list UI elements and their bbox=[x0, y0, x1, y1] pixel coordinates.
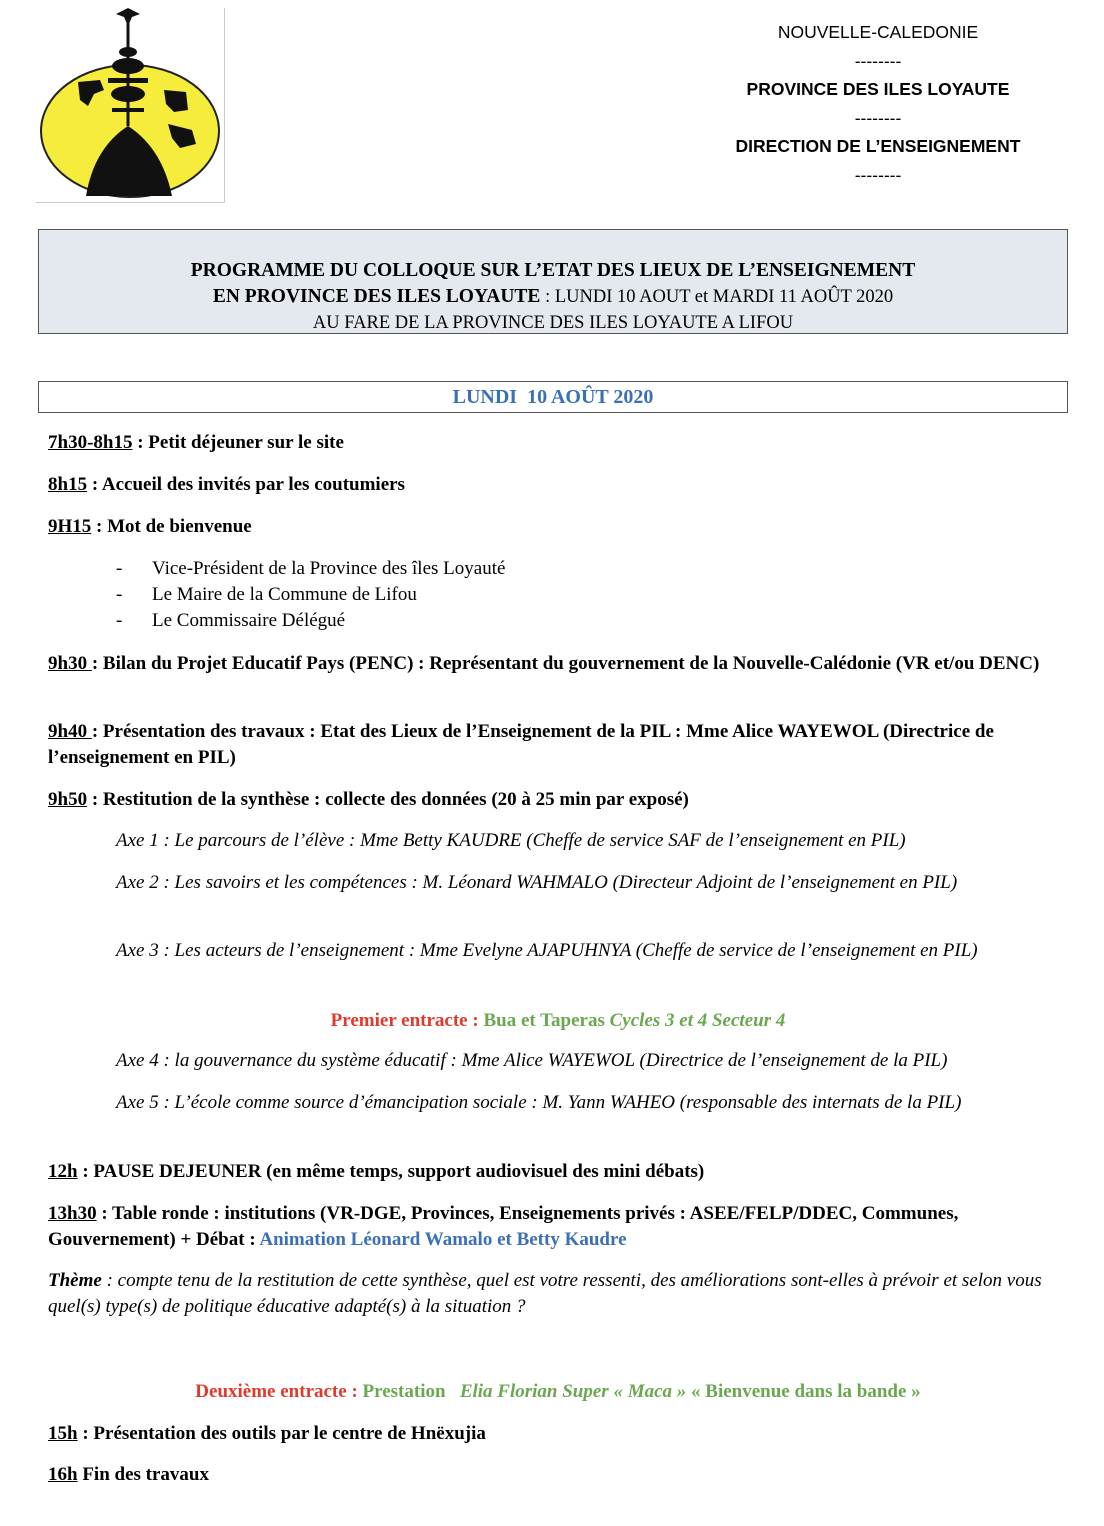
bullet-dash: - bbox=[116, 610, 123, 631]
program-item bbox=[48, 787, 1068, 813]
theme-label: Thème bbox=[48, 1270, 102, 1291]
bullet-dash: - bbox=[116, 584, 123, 605]
item-time: 9h50 bbox=[48, 789, 88, 810]
item-text: : Bilan du Projet Educatif Pays (PENC) : Représentant du gouvernement de la Nouvelle-Calédonie (VR et/ou DENC) bbox=[91, 653, 1040, 674]
item-time: 16h bbox=[48, 1464, 78, 1485]
welcome-speaker bbox=[116, 608, 345, 634]
axe-item: Axe 4 : la gouvernance du système éducatif : Mme Alice WAYEWOL (Directrice de l’enseignement de la PIL) bbox=[116, 1050, 948, 1071]
item-text: : Restitution de la synthèse : collecte des données (20 à 25 min par exposé) bbox=[87, 789, 689, 810]
province-logo bbox=[36, 8, 225, 203]
item-text: : PAUSE DEJEUNER (en même temps, support audiovisuel des mini débats) bbox=[77, 1161, 705, 1182]
intermission-detail: Cycles 3 et 4 Secteur 4 bbox=[609, 1010, 786, 1031]
theme-paragraph bbox=[48, 1268, 1068, 1320]
item-text: : Table ronde : institutions (VR-DGE, Provinces, Enseignements privés : ASEE/FELP/DDEC, Communes, Gouvernement) + Débat : bbox=[48, 1203, 959, 1250]
title-line-2-bold: EN PROVINCE DES ILES LOYAUTE bbox=[212, 286, 541, 307]
program-item bbox=[48, 651, 1068, 677]
title-line-2-dates: : LUNDI 10 AOUT et MARDI 11 AOÛT 2020 bbox=[540, 287, 894, 307]
axe-item: Axe 5 : L’école comme source d’émancipation sociale : M. Yann WAHEO (responsable des internats de la PIL) bbox=[116, 1092, 962, 1113]
program-item bbox=[48, 719, 1068, 771]
item-text: Fin des travaux bbox=[77, 1464, 210, 1485]
title-line-3: AU FARE DE LA PROVINCE DES ILES LOYAUTE A LIFOU bbox=[312, 313, 794, 333]
axe-item: Axe 1 : Le parcours de l’élève : Mme Betty KAUDRE (Cheffe de service SAF de l’enseignement en PIL) bbox=[116, 830, 906, 851]
intermission-type: Prestation bbox=[362, 1381, 460, 1402]
welcome-speaker bbox=[116, 582, 417, 608]
welcome-speaker bbox=[116, 556, 505, 582]
header-separator: -------- bbox=[854, 107, 902, 128]
program-item bbox=[48, 1421, 1068, 1447]
item-text: : Présentation des outils par le centre de Hnëxujia bbox=[77, 1423, 486, 1444]
moderators: Animation Léonard Wamalo et Betty Kaudre bbox=[259, 1229, 627, 1250]
country-name: NOUVELLE-CALEDONIE bbox=[777, 22, 979, 42]
axe-item: Axe 2 : Les savoirs et les compétences : M. Léonard WAHMALO (Directeur Adjoint de l’enseignement en PIL) bbox=[116, 872, 958, 893]
speaker-name: Le Commissaire Délégué bbox=[152, 610, 346, 631]
direction-name: DIRECTION DE L’ENSEIGNEMENT bbox=[735, 136, 1021, 156]
program-item bbox=[48, 514, 1068, 540]
program-item bbox=[48, 430, 1068, 456]
institution-header bbox=[700, 18, 1056, 189]
item-text: : Présentation des travaux : Etat des Lieux de l’Enseignement de la PIL : Mme Alice WAYEWOL (Directrice de l’enseignement en PIL) bbox=[48, 721, 994, 768]
item-time: 13h30 bbox=[48, 1203, 97, 1224]
intermission-label: Deuxième entracte : bbox=[195, 1381, 363, 1402]
program-item bbox=[48, 1201, 1068, 1253]
item-time: 9h40 bbox=[48, 721, 92, 742]
day-heading: LUNDI 10 AOÛT 2020 bbox=[38, 381, 1068, 413]
item-text: : Petit déjeuner sur le site bbox=[132, 432, 344, 453]
item-time: 15h bbox=[48, 1423, 78, 1444]
title-line-2 bbox=[39, 284, 1067, 310]
province-emblem-icon bbox=[36, 8, 224, 202]
axe-item: Axe 3 : Les acteurs de l’enseignement : Mme Evelyne AJAPUHNYA (Cheffe de service de l’enseignement en PIL) bbox=[116, 940, 978, 961]
speaker-name: Vice-Président de la Province des îles Loyauté bbox=[152, 558, 506, 579]
item-time: 12h bbox=[48, 1161, 78, 1182]
intermission-performer: Elia Florian Super « Maca » bbox=[459, 1381, 687, 1402]
item-text: : Mot de bienvenue bbox=[91, 516, 252, 537]
intermission-song: « Bienvenue dans la bande » bbox=[686, 1381, 921, 1402]
item-time: 9h30 bbox=[48, 653, 92, 674]
bullet-dash: - bbox=[116, 558, 123, 579]
title-line-1: PROGRAMME DU COLLOQUE SUR L’ETAT DES LIEUX DE L’ENSEIGNEMENT bbox=[190, 260, 916, 281]
first-intermission bbox=[48, 1008, 1068, 1034]
second-intermission bbox=[48, 1379, 1068, 1405]
program-title-box bbox=[38, 229, 1068, 334]
item-time: 7h30-8h15 bbox=[48, 432, 133, 453]
intermission-label: Premier entracte : bbox=[330, 1010, 484, 1031]
header-separator: -------- bbox=[854, 164, 902, 185]
theme-text: : compte tenu de la restitution de cette synthèse, quel est votre ressenti, des améliorations sont-elles à prévoir et selon vous quel(s) type(s) de politique éducative adapté(s) à la situation ? bbox=[48, 1270, 1042, 1317]
program-item bbox=[48, 472, 1068, 498]
province-name: PROVINCE DES ILES LOYAUTE bbox=[746, 79, 1010, 99]
item-time: 8h15 bbox=[48, 474, 88, 495]
speaker-name: Le Maire de la Commune de Lifou bbox=[152, 584, 417, 605]
item-time: 9H15 bbox=[48, 516, 92, 537]
program-item bbox=[48, 1462, 1068, 1488]
intermission-performers: Bua et Taperas bbox=[483, 1010, 610, 1031]
program-item bbox=[48, 1159, 1068, 1185]
header-separator: -------- bbox=[854, 50, 902, 71]
item-text: : Accueil des invités par les coutumiers bbox=[87, 474, 405, 495]
